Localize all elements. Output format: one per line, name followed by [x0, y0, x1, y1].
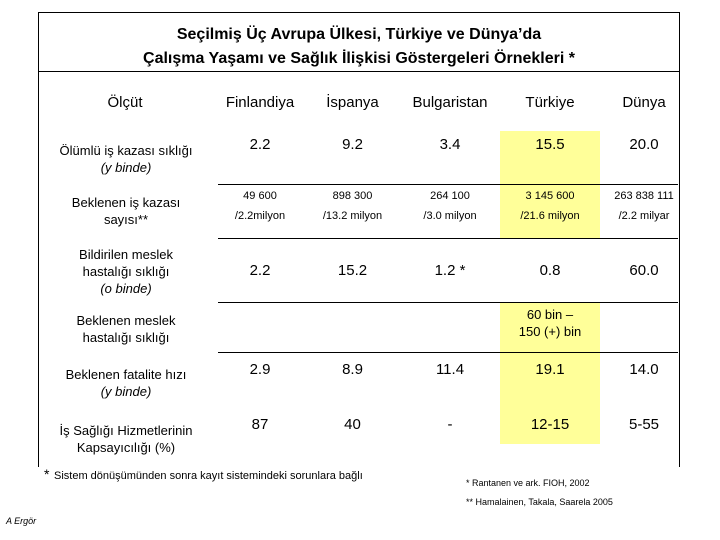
- row-divider-3: [218, 302, 678, 303]
- cell-r2-bulgaristan: 264 100 /3.0 milyon: [423, 190, 477, 222]
- row-label-fatal-accident: Ölümlü iş kazası sıklığı (y binde): [59, 143, 193, 175]
- slide-title-box: [38, 12, 680, 72]
- cell-r3-ispanya: 15.2: [337, 262, 368, 279]
- footnote-reference-2: ** Hamalainen, Takala, Saarela 2005: [466, 497, 613, 507]
- cell-r5-finlandiya: 2.9: [249, 361, 271, 378]
- cell-r2-dunya: 263 838 111 /2.2 milyar: [614, 190, 674, 222]
- column-header-dunya: Dünya: [622, 94, 666, 111]
- column-header-turkiye: Türkiye: [525, 94, 575, 111]
- row-label-coverage: İş Sağlığı Hizmetlerinin Kapsayıcılığı (%): [59, 423, 193, 455]
- row-label-expected-accidents: Beklenen iş kazası sayısı**: [71, 195, 181, 227]
- cell-r2-finlandiya: 49 600 /2.2milyon: [234, 190, 286, 222]
- cell-r5-bulgaristan: 11.4: [435, 361, 465, 378]
- column-header-finlandiya: Finlandiya: [225, 94, 295, 111]
- cell-r3-dunya: 60.0: [629, 262, 659, 279]
- row-label-reported-disease: Bildirilen meslek hastalığı sıklığı (o binde): [79, 247, 173, 296]
- row-divider-2: [218, 238, 678, 239]
- cell-r1-turkiye: 15.5: [535, 136, 565, 153]
- cell-r3-turkiye: 0.8: [539, 262, 561, 279]
- cell-r5-turkiye: 19.1: [535, 361, 565, 378]
- cell-r3-finlandiya: 2.2: [249, 262, 271, 279]
- cell-r3-bulgaristan: 1.2 *: [434, 262, 466, 279]
- cell-r2-ispanya: 898 300 /13.2 milyon: [322, 190, 383, 222]
- cell-r5-dunya: 14.0: [629, 361, 659, 378]
- author-label: A Ergör: [6, 516, 37, 526]
- cell-r6-dunya: 5-55: [628, 416, 660, 433]
- row-divider-4: [218, 352, 678, 353]
- footnote-left: Sistem dönüşümünden sonra kayıt sistemindeki sorunlara bağlı: [54, 470, 363, 482]
- cell-r1-ispanya: 9.2: [342, 136, 363, 153]
- cell-r6-bulgaristan: -: [447, 416, 453, 433]
- cell-r1-dunya: 20.0: [629, 136, 659, 153]
- cell-r2-turkiye: 3 145 600 /21.6 milyon: [520, 190, 580, 222]
- cell-r1-bulgaristan: 3.4: [439, 136, 461, 153]
- cell-r6-finlandiya: 87: [251, 416, 269, 433]
- cell-r6-turkiye: 12-15: [530, 416, 570, 433]
- footnote-star: *: [44, 466, 50, 482]
- cell-r5-ispanya: 8.9: [342, 361, 363, 378]
- row-label-fatality-rate: Beklenen fatalite hızı (y binde): [65, 367, 187, 399]
- title-line-1: Seçilmiş Üç Avrupa Ülkesi, Türkiye ve Dünya’da: [176, 26, 542, 43]
- column-header-ispanya: İspanya: [326, 94, 379, 111]
- row-divider-1: [218, 184, 678, 185]
- footnote-reference-1: * Rantanen ve ark. FIOH, 2002: [466, 478, 590, 488]
- title-line-2: Çalışma Yaşamı ve Sağlık İlişkisi Göstergeleri Örnekleri *: [143, 50, 575, 67]
- cell-r4-turkiye: 60 bin – 150 (+) bin: [518, 307, 582, 339]
- cell-r6-ispanya: 40: [344, 416, 361, 433]
- column-header-bulgaristan: Bulgaristan: [412, 94, 488, 111]
- column-header-olcut: Ölçüt: [107, 94, 143, 111]
- cell-r1-finlandiya: 2.2: [249, 136, 271, 153]
- row-label-expected-disease: Beklenen meslek hastalığı sıklığı: [76, 313, 176, 345]
